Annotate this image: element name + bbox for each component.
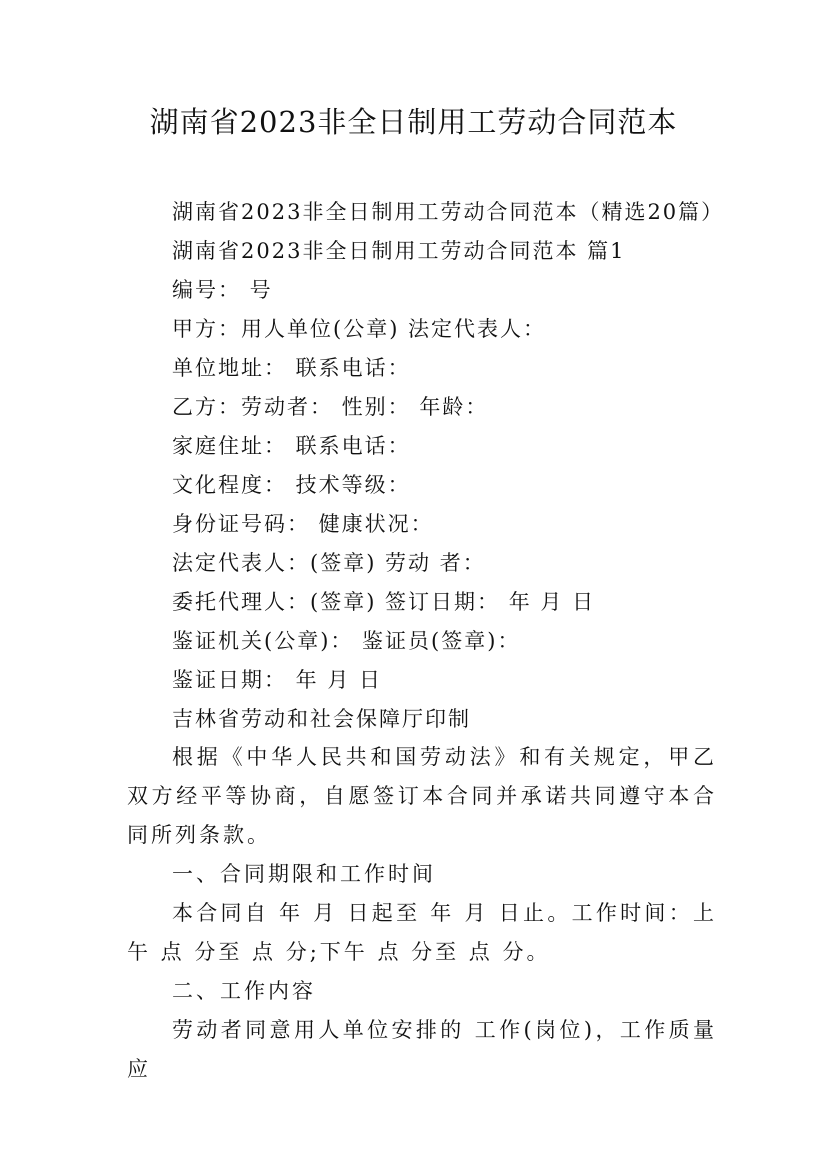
home-address-line: 家庭住址： 联系电话：	[172, 434, 411, 458]
printer-line: 吉林省劳动和社会保障厅印制	[172, 707, 471, 731]
subtitle-line: 湖南省2023非全日制用工劳动合同范本（精选20篇）	[172, 200, 725, 224]
work-content-heading: 二、工作内容	[172, 979, 316, 1003]
legal-rep-signature-line: 法定代表人：(签章) 劳动 者：	[172, 551, 486, 575]
unit-address-line: 单位地址： 联系电话：	[172, 356, 411, 380]
education-line: 文化程度： 技术等级：	[172, 473, 411, 497]
section-heading-line: 湖南省2023非全日制用工劳动合同范本 篇1	[172, 239, 626, 263]
id-number-line: 身份证号码： 健康状况：	[172, 512, 434, 536]
term-heading: 一、合同期限和工作时间	[172, 862, 436, 886]
agent-signature-line: 委托代理人：(签章) 签订日期： 年 月 日	[172, 590, 596, 614]
contract-number-line: 编号： 号	[172, 278, 273, 302]
term-paragraph: 本合同自 年 月 日起至 年 月 日止。工作时间：上午 点 分至 点 分;下午 点 分至 点 分。	[127, 901, 717, 964]
document-title: 湖南省2023非全日制用工劳动合同范本	[149, 105, 678, 139]
party-b-line: 乙方：劳动者： 性别： 年龄：	[172, 395, 489, 419]
verification-date-line: 鉴证日期： 年 月 日	[172, 668, 383, 692]
work-content-paragraph: 劳动者同意用人单位安排的 工作(岗位)，工作质量应	[127, 1018, 717, 1081]
preamble-paragraph: 根据《中华人民共和国劳动法》和有关规定，甲乙双方经平等协商，自愿签订本合同并承诺共同遵守本合同所列条款。	[127, 745, 717, 847]
verification-office-line: 鉴证机关(公章)： 鉴证员(签章)：	[172, 629, 521, 653]
party-a-line: 甲方：用人单位(公章) 法定代表人：	[172, 317, 547, 341]
